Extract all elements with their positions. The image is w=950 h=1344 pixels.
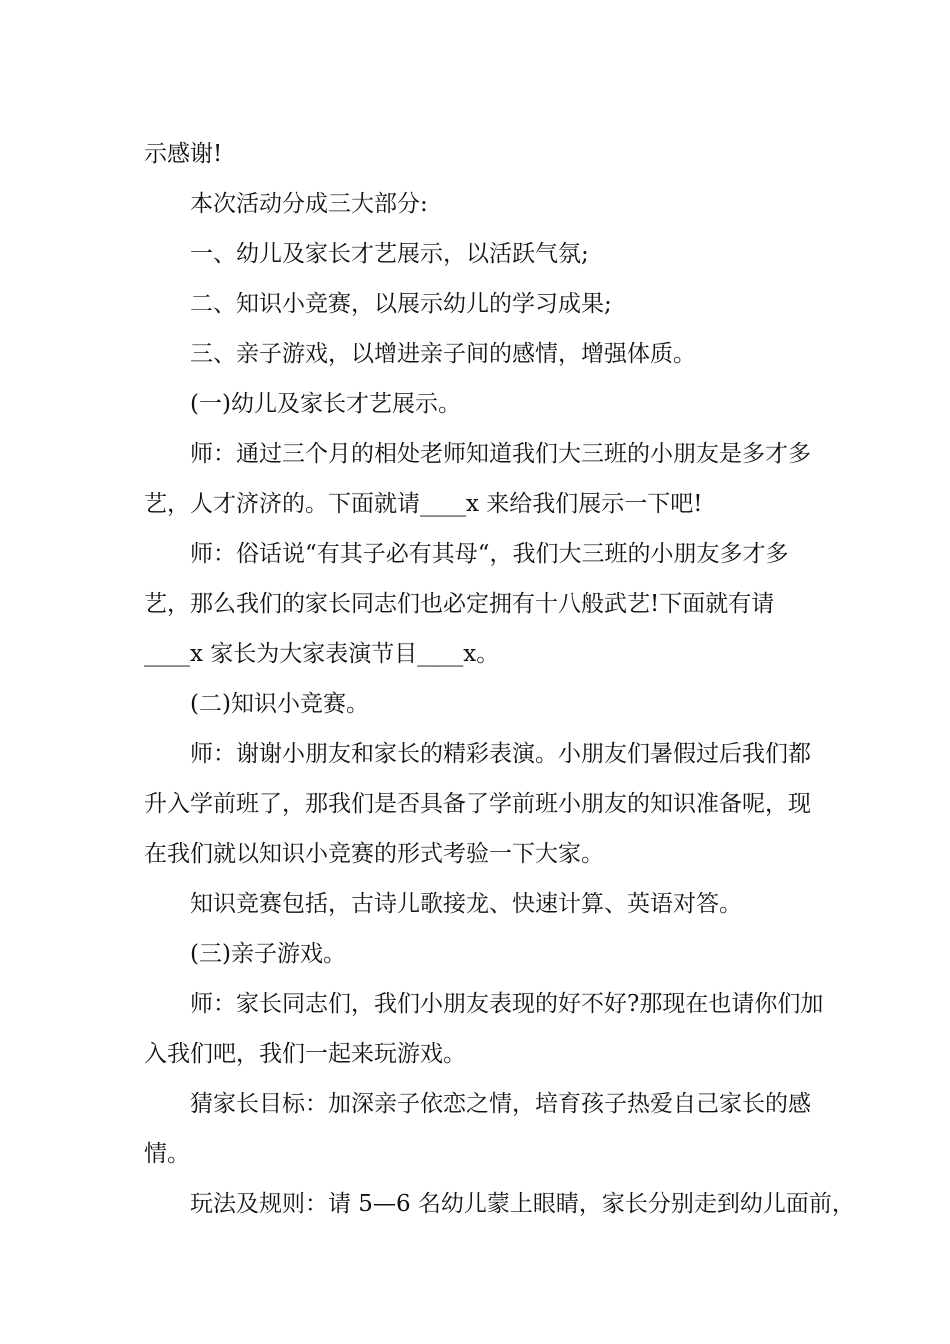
text-line: 艺，人才济济的。下面就请____x 来给我们展示一下吧! [144, 491, 703, 517]
text-line: 玩法及规则：请 5—6 名幼儿蒙上眼睛，家长分别走到幼儿面前， [190, 1191, 855, 1217]
text-line: 二、知识小竞赛，以展示幼儿的学习成果; [190, 291, 612, 317]
text-line: 师：俗话说“有其子必有其母“，我们大三班的小朋友多才多 [190, 541, 789, 567]
section-heading: (一)幼儿及家长才艺展示。 [190, 391, 461, 417]
text-line: 师：通过三个月的相处老师知道我们大三班的小朋友是多才多 [190, 441, 811, 467]
text-line: 入我们吧，我们一起来玩游戏。 [144, 1041, 466, 1067]
text-line: 本次活动分成三大部分: [190, 191, 428, 217]
section-heading: (二)知识小竞赛。 [190, 691, 369, 717]
text-line: 三、亲子游戏，以增进亲子间的感情，增强体质。 [190, 341, 696, 367]
text-line: 猜家长目标：加深亲子依恋之情，培育孩子热爱自己家长的感 [190, 1091, 811, 1117]
text-line: 示感谢! [144, 141, 223, 167]
text-line: 在我们就以知识小竞赛的形式考验一下大家。 [144, 841, 604, 867]
text-line: 师：家长同志们，我们小朋友表现的好不好?那现在也请你们加 [190, 991, 824, 1017]
text-line: 一、幼儿及家长才艺展示，以活跃气氛; [190, 241, 589, 267]
text-line: 升入学前班了，那我们是否具备了学前班小朋友的知识准备呢，现 [144, 791, 811, 817]
text-line: 师：谢谢小朋友和家长的精彩表演。小朋友们暑假过后我们都 [190, 741, 811, 767]
text-line: 艺，那么我们的家长同志们也必定拥有十八般武艺!下面就有请 [144, 591, 775, 617]
text-line: ____x 家长为大家表演节目____x。 [144, 641, 500, 667]
text-line: 知识竞赛包括，古诗儿歌接龙、快速计算、英语对答。 [190, 891, 742, 917]
text-line: 情。 [144, 1141, 190, 1167]
section-heading: (三)亲子游戏。 [190, 941, 346, 967]
document-body [144, 129, 855, 1229]
